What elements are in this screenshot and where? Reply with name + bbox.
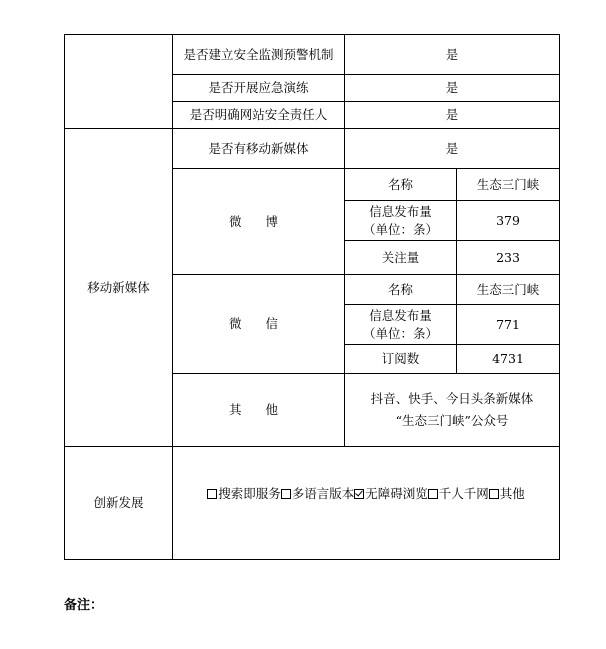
option-label: 千人千网	[438, 486, 489, 501]
other-value	[345, 374, 560, 447]
weibo-posts-label	[345, 201, 457, 241]
checkbox-icon[interactable]	[207, 489, 217, 499]
drill-label: 是否开展应急演练	[173, 75, 345, 102]
empty-category-cell	[65, 35, 173, 129]
checkbox-icon[interactable]	[281, 489, 291, 499]
wechat-posts-value: 771	[457, 305, 560, 345]
weibo-posts-value: 379	[457, 201, 560, 241]
weibo-posts-label-line2: （单位：条）	[362, 221, 438, 237]
option-other[interactable]	[489, 486, 525, 501]
option-label: 多语言版本	[291, 486, 355, 501]
other-label: 其 他	[173, 374, 345, 447]
responsible-label: 是否明确网站安全责任人	[173, 102, 345, 129]
option-accessibility[interactable]	[354, 486, 428, 501]
monitoring-label: 是否建立安全监测预警机制	[173, 35, 345, 75]
innovation-options	[173, 447, 560, 560]
weibo-posts-label-line1: 信息发布量	[369, 203, 432, 219]
monitoring-value: 是	[345, 35, 560, 75]
option-label: 其他	[499, 486, 525, 501]
option-search-as-service[interactable]	[207, 486, 281, 501]
wechat-label: 微 信	[173, 275, 345, 374]
checkbox-icon[interactable]	[428, 489, 438, 499]
wechat-name-value: 生态三门峡	[457, 275, 560, 305]
weibo-follow-label: 关注量	[345, 241, 457, 275]
wechat-posts-label-line2: （单位：条）	[362, 325, 438, 341]
wechat-name-label: 名称	[345, 275, 457, 305]
wechat-posts-label-line1: 信息发布量	[369, 307, 432, 323]
wechat-sub-label: 订阅数	[345, 345, 457, 374]
option-label: 搜索即服务	[218, 486, 281, 501]
has-mobile-label: 是否有移动新媒体	[173, 129, 345, 169]
weibo-follow-value: 233	[457, 241, 560, 275]
innovation-options-list	[207, 486, 525, 501]
note-label: 备注：	[64, 598, 104, 613]
drill-value: 是	[345, 75, 560, 102]
checked-checkbox-icon[interactable]	[354, 489, 364, 499]
option-label: 无障碍浏览	[365, 486, 428, 501]
has-mobile-value: 是	[345, 129, 560, 169]
report-table	[64, 34, 560, 560]
other-value-line1: 抖音、快手、今日头条新媒体	[370, 391, 534, 406]
mobile-section-label: 移动新媒体	[65, 129, 173, 447]
wechat-sub-value: 4731	[457, 345, 560, 374]
weibo-name-value: 生态三门峡	[457, 169, 560, 201]
wechat-posts-label	[345, 305, 457, 345]
option-multilingual[interactable]	[281, 486, 355, 501]
weibo-label: 微 博	[173, 169, 345, 275]
checkbox-icon[interactable]	[489, 489, 499, 499]
other-value-line2: “生态三门峡”公众号	[395, 413, 509, 428]
responsible-value: 是	[345, 102, 560, 129]
innovation-label: 创新发展	[65, 447, 173, 560]
weibo-name-label: 名称	[345, 169, 457, 201]
option-personalized[interactable]	[428, 486, 489, 501]
